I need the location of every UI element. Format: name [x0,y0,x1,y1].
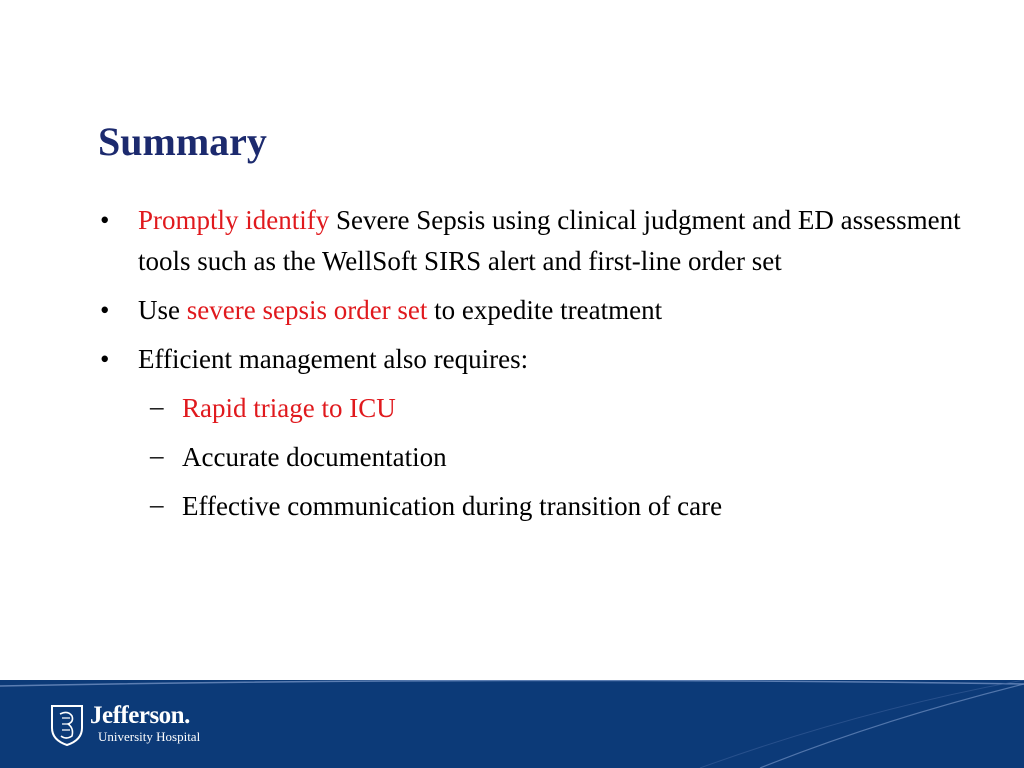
bullet-highlight: severe sepsis order set [186,295,428,325]
jefferson-logo [50,702,230,750]
bullet-item [0,339,978,380]
logo-subtitle: University Hospital [98,729,201,744]
subbullet-glyph: – [150,489,164,519]
bullet-list [0,200,1024,535]
bullet-item [0,290,978,331]
subbullet-item [0,486,1002,527]
bullet-prefix: Use [138,295,187,325]
jefferson-crest-icon [50,704,84,746]
footer-band [0,680,1024,768]
slide-title: Summary [98,119,267,164]
bullet-glyph: • [100,205,110,235]
bullet-glyph: • [100,295,110,325]
bullet-text: Severe Sepsis using clinical judgment and ED assessment tools such as the WellSoft SIRS alert and first-line order set [138,205,961,276]
subbullet-text: Accurate documentation [182,442,447,472]
subbullet-item [0,388,1002,429]
logo-name: Jefferson. [90,702,190,729]
subbullet-glyph: – [150,440,164,470]
subbullet-glyph: – [150,391,164,421]
subbullet-item [0,437,1002,478]
bullet-text: Efficient management also requires: [138,344,529,374]
bullet-glyph: • [100,344,110,374]
subbullet-text: Effective communication during transition of care [182,491,723,521]
subbullet-highlight: Rapid triage to ICU [182,393,396,423]
bullet-item [0,200,978,282]
bullet-text: to expedite treatment [427,295,663,325]
bullet-highlight: Promptly identify [138,205,330,235]
